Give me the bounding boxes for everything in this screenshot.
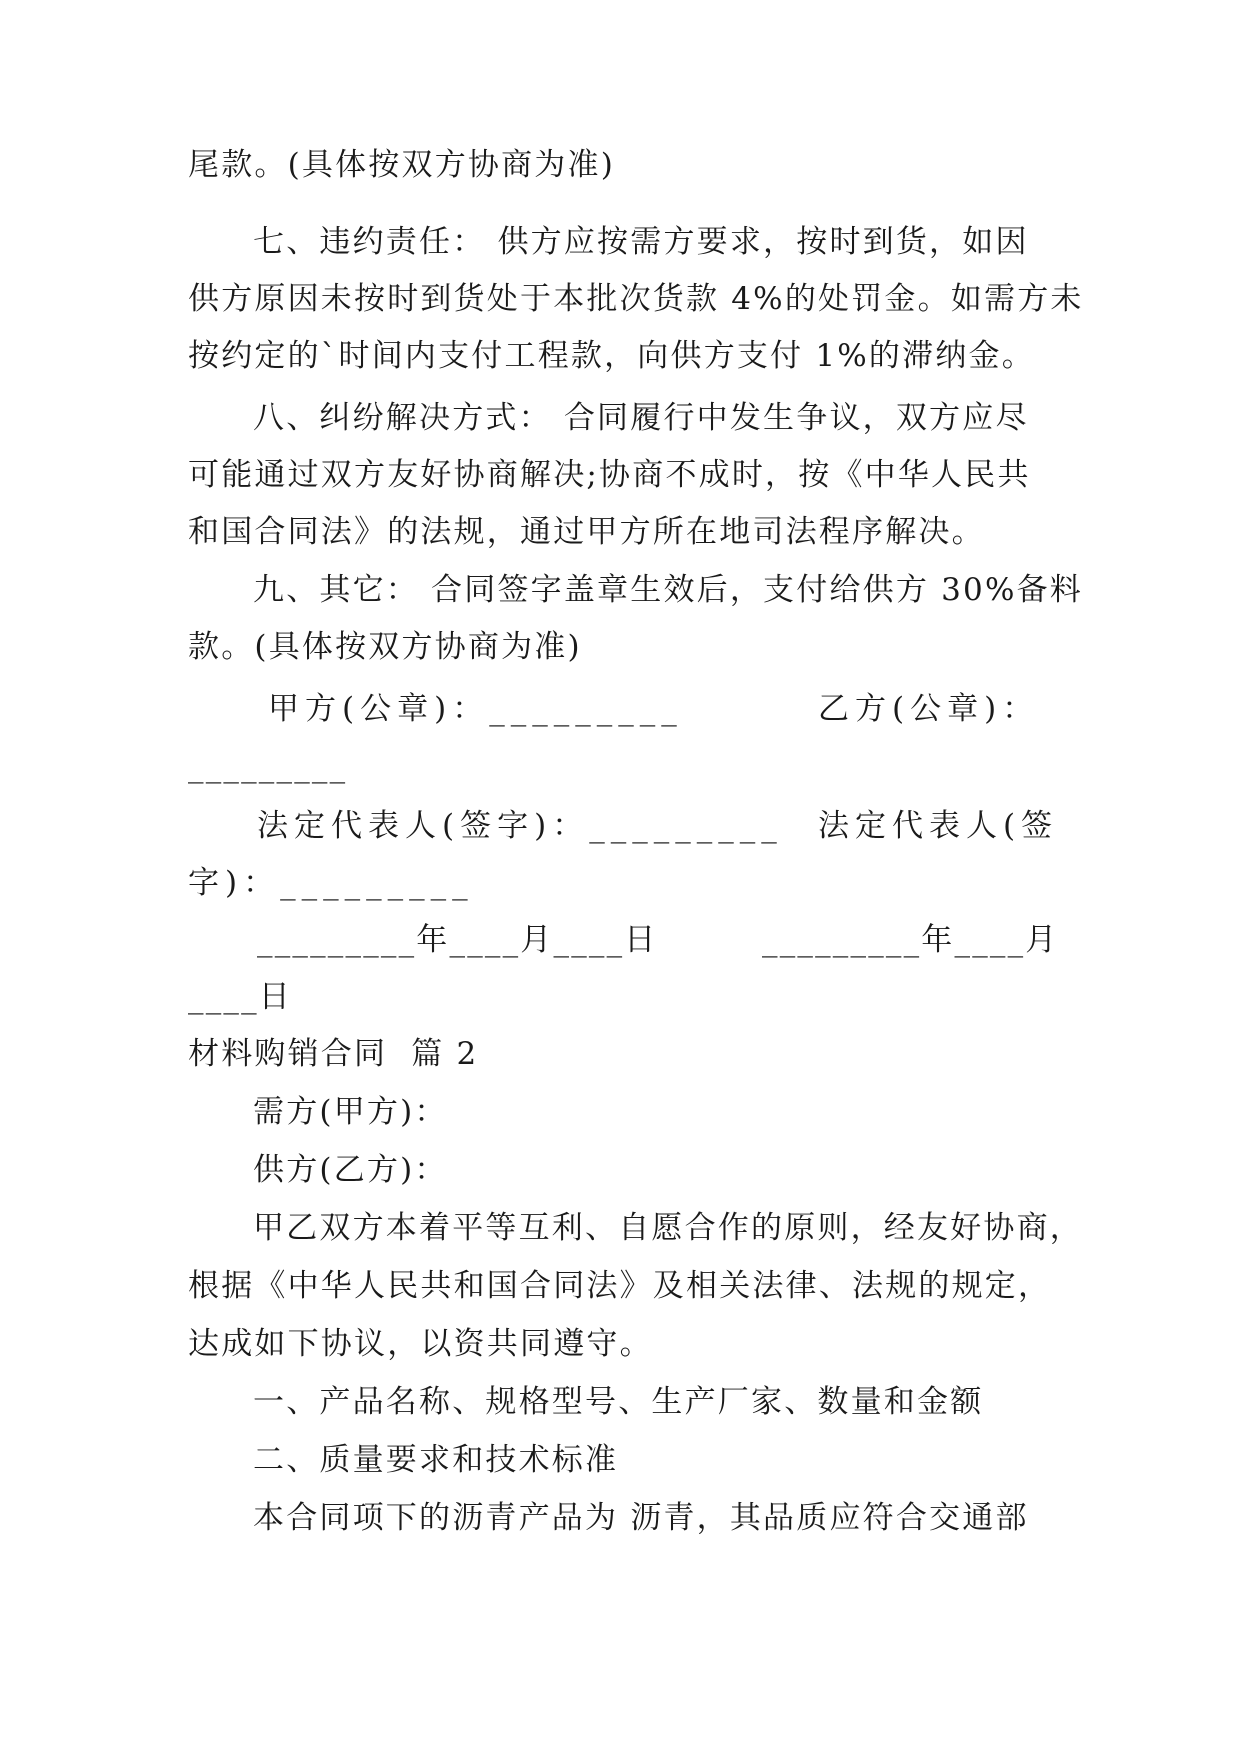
party-b-representative-continued: 字)：_________: [188, 865, 474, 901]
preamble-line: 达成如下协议，以资共同遵守。: [188, 1326, 653, 1362]
text-line: 供方原因未按时到货处于本批次货款 4%的处罚金。如需方未: [188, 281, 1084, 317]
party-a-representative-line: 法定代表人(签字)：_________: [257, 808, 783, 844]
preamble-line: 根据《中华人民共和国合同法》及相关法律、法规的规定，: [188, 1268, 1052, 1304]
preamble-line: 甲乙双方本着平等互利、自愿合作的原则，经友好协商，: [253, 1210, 1083, 1246]
clause-heading-product: 一、产品名称、规格型号、生产厂家、数量和金额: [253, 1384, 984, 1420]
signature-blank: _________: [188, 748, 348, 784]
text-line: 尾款。(具体按双方协商为准): [188, 147, 615, 183]
party-b-representative-line: 法定代表人(签: [818, 808, 1059, 844]
text-line: 可能通过双方友好协商解决;协商不成时，按《中华人民共: [188, 457, 1031, 493]
supplier-field: 供方(乙方)：: [253, 1152, 448, 1188]
buyer-field: 需方(甲方)：: [253, 1094, 448, 1130]
section-heading-breach: 七、违约责任： 供方应按需方要求，按时到货，如因: [253, 224, 1029, 260]
text-line: 按约定的`时间内支付工程款，向供方支付 1%的滞纳金。: [188, 338, 1035, 374]
text-line: 和国合同法》的法规，通过甲方所在地司法程序解决。: [188, 514, 985, 550]
party-a-date-line: _________年____月____日: [257, 922, 658, 958]
text-line: 款。(具体按双方协商为准): [188, 629, 582, 665]
party-a-seal-line: 甲方(公章)：_________: [268, 691, 683, 727]
party-b-seal-line: 乙方(公章)：: [818, 691, 1040, 727]
party-b-date-line: _________年____月: [762, 922, 1059, 958]
contract-title: 材料购销合同 篇 2: [188, 1036, 479, 1072]
section-heading-other: 九、其它： 合同签字盖章生效后，支付给供方 30%备料: [253, 572, 1084, 608]
section-heading-dispute: 八、纠纷解决方式： 合同履行中发生争议，双方应尽: [253, 400, 1029, 436]
party-b-date-continued: ____日: [188, 979, 292, 1015]
clause-heading-quality: 二、质量要求和技术标准: [253, 1442, 619, 1478]
text-line: 本合同项下的沥青产品为 沥青，其品质应符合交通部: [253, 1500, 1029, 1536]
